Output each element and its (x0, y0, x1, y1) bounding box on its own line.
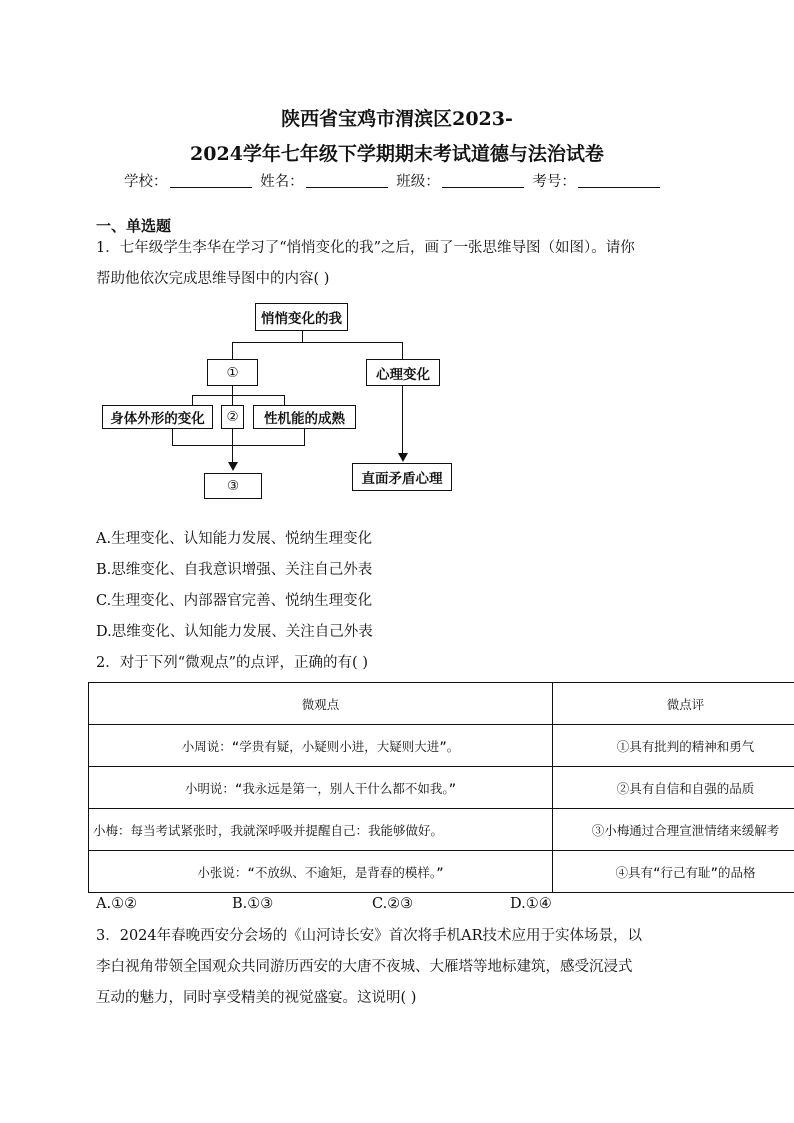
q2-stem: 2．对于下列“微观点”的点评，正确的有( ) (96, 655, 368, 671)
table-row (89, 725, 794, 767)
q3-stem-line-1: 3．2024年春晚西安分会场的《山河诗长安》首次将手机AR技术应用于实体场景，以 (96, 928, 643, 944)
q3-stem-line-2: 李白视角带领全国观众共同游历西安的大唐不夜城、大雁塔等地标建筑，感受沉浸式 (96, 959, 633, 975)
node-blank-2: ② (221, 405, 244, 429)
q1-stem-line-2: 帮助他依次完成思维导图中的内容( ) (96, 271, 330, 287)
q2-option-d[interactable]: D.①④ (510, 896, 552, 912)
node-blank-3: ③ (204, 473, 262, 499)
table-header-row (89, 683, 794, 725)
node-face-conflict: 直面矛盾心理 (352, 463, 452, 491)
table-row (89, 809, 794, 851)
table-row (89, 851, 794, 893)
exam-number-label: 考号： (532, 174, 576, 190)
table-header-comment: 微点评 (553, 683, 794, 725)
q1-option-a[interactable]: A.生理变化、认知能力发展、悦纳生理变化 (96, 531, 373, 547)
arrow-line (402, 386, 403, 456)
connector (172, 428, 173, 446)
node-root: 悄悄变化的我 (255, 303, 348, 331)
school-label: 学校： (124, 174, 168, 190)
table-header-viewpoint: 微观点 (89, 683, 553, 725)
connector (232, 342, 233, 359)
connector (172, 445, 305, 446)
q2-option-a[interactable]: A.①② (96, 896, 138, 912)
connector (402, 342, 403, 359)
title-line-1: 陕西省宝鸡市渭滨区2023- (281, 108, 513, 130)
node-body-shape-change: 身体外形的变化 (102, 405, 213, 429)
connector (192, 395, 284, 396)
arrow-head-icon (227, 462, 239, 472)
connector (304, 428, 305, 446)
arrow-head-icon (397, 453, 409, 463)
table-cell: ③小梅通过合理宣泄情绪来缓解考 (553, 809, 794, 851)
table-cell: ④具有“行己有耻”的品格 (553, 851, 794, 893)
node-psychological-change: 心理变化 (366, 359, 440, 386)
table-row (89, 767, 794, 809)
q2-option-c[interactable]: C.②③ (372, 896, 414, 912)
q2-table (88, 682, 794, 893)
table-cell: 小张说：“不放纵、不逾矩，是背春的模样。” (89, 851, 553, 893)
q1-option-d[interactable]: D.思维变化、认知能力发展、关注自己外表 (96, 624, 373, 640)
table-cell: ①具有批判的精神和勇气 (553, 725, 794, 767)
q3-stem-line-3: 互动的魅力，同时享受精美的视觉盛宴。这说明( ) (96, 990, 417, 1006)
q1-option-c[interactable]: C.生理变化、内部器官完善、悦纳生理变化 (96, 593, 373, 609)
table-cell: ②具有自信和自强的品质 (553, 767, 794, 809)
node-sexual-maturation: 性机能的成熟 (253, 405, 356, 429)
q2-option-b[interactable]: B.①③ (232, 896, 274, 912)
node-blank-1: ① (207, 359, 258, 386)
section-title: 一、单选题 (96, 217, 172, 235)
connector (232, 428, 233, 446)
mind-map-diagram (0, 0, 794, 520)
class-label: 班级： (396, 174, 440, 190)
table-cell: 小周说：“学贵有疑，小疑则小进，大疑则大进”。 (89, 725, 553, 767)
table-cell: 小梅：每当考试紧张时，我就深呼吸并提醒自己：我能够做好。 (89, 809, 553, 851)
table-cell: 小明说：“我永远是第一，别人干什么都不如我。” (89, 767, 553, 809)
q1-option-b[interactable]: B.思维变化、自我意识增强、关注自己外表 (96, 562, 373, 578)
title-line-2: 2024学年七年级下学期期末考试道德与法治试卷 (190, 143, 604, 165)
q1-stem-line-1: 1．七年级学生李华在学习了“悄悄变化的我”之后，画了一张思维导图（如图）。请你 (96, 240, 635, 256)
connector (232, 342, 402, 343)
name-label: 姓名： (260, 174, 304, 190)
